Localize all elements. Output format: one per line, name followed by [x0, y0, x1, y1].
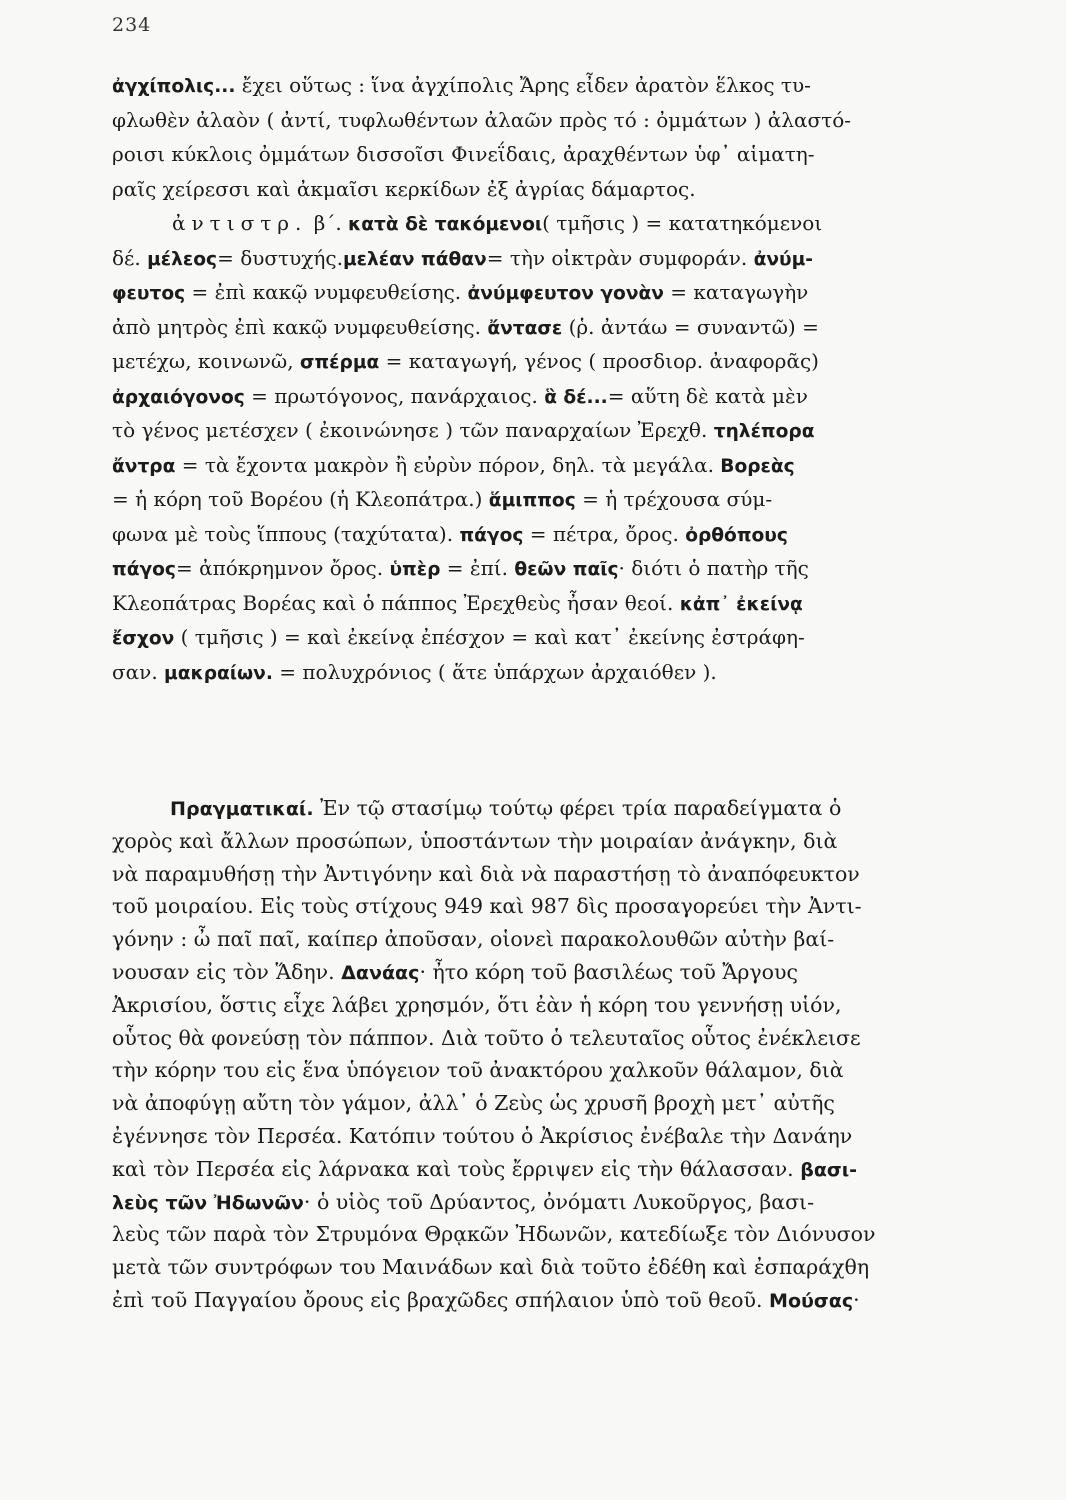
text-line	[112, 551, 992, 586]
text-segment: ἐπὶ τοῦ Παγγαίου ὄρους εἰς βραχῶδες σπήλαιον ὑπὸ τοῦ θεοῦ.	[112, 1287, 770, 1312]
text-segment: = πολυχρόνιος ( ἅτε ὑπάρχων ἀρχαιόθεν ).	[272, 659, 717, 684]
text-segment: λεὺς τῶν παρὰ τὸν Στρυμόνα Θρᾳκῶν Ἠδωνῶν, κατεδίωξε τὸν Διόνυσον	[112, 1222, 876, 1247]
bold-term: μακραίων.	[164, 662, 273, 684]
text-segment: = ἀπόκρημνον ὄρος.	[175, 556, 390, 580]
text-segment: τὴν κόρην του εἰς ἕνα ὑπόγειον τοῦ ἀνακτόρου χαλκοῦν θάλαμον, διὰ	[112, 1058, 844, 1083]
bold-term: ἄντρα	[112, 455, 176, 477]
text-line	[112, 103, 992, 138]
bold-term: Πραγματικαί.	[170, 798, 314, 820]
bold-term: ὑπὲρ	[389, 559, 441, 580]
text-segment: καὶ τὸν Περσέα εἰς λάρνακα καὶ τοὺς ἔρριψεν εἰς τὴν θάλασσαν.	[112, 1156, 801, 1181]
text-line	[112, 1186, 992, 1219]
text-segment: ἀπὸ μητρὸς ἐπὶ κακῷ νυμφευθείσης.	[112, 314, 488, 339]
bold-term: σπέρμα	[299, 352, 380, 373]
bold-term: πάγος	[459, 524, 524, 546]
bold-term: ἅμιππος	[488, 490, 576, 511]
text-line	[112, 310, 992, 345]
bold-term: πάγος	[112, 559, 176, 580]
text-line	[112, 792, 992, 825]
text-line	[112, 1153, 992, 1186]
text-line	[112, 172, 992, 207]
text-line	[112, 1284, 992, 1317]
text-segment: τοῦ μοιραίου. Εἰς τοὺς στίχους 949 καὶ 987 δὶς προσαγορεύει τὴν Ἀντι-	[112, 894, 862, 919]
bold-term: ὀρθόπους	[685, 524, 788, 546]
text-segment: Ἀκρισίου, ὅστις εἶχε λάβει χρησμόν, ὅτι ἐὰν ἡ κόρη του γεννήσῃ υἱόν,	[112, 992, 842, 1017]
text-segment: = ἐπί.	[440, 556, 515, 580]
text-segment: νὰ παραμυθήσῃ τὴν Ἀντιγόνην καὶ διὰ νὰ παραστήσῃ τὸ ἀναπόφευκτον	[112, 861, 860, 886]
text-line	[112, 890, 992, 923]
text-segment: Κλεοπάτρας Βορέας καὶ ὁ πάππος Ἐρεχθεὺς ἦσαν θεοί.	[112, 590, 680, 615]
bold-term: ἔσχον	[112, 628, 175, 649]
text-line	[112, 956, 992, 989]
text-segment: μετέχω, κοινωνῶ,	[112, 349, 300, 373]
text-segment: σαν.	[112, 659, 165, 684]
text-line	[112, 379, 992, 414]
bold-term: μέλεος	[147, 248, 218, 270]
text-segment: = ἡ τρέχουσα σύμ-	[575, 487, 773, 511]
text-line	[112, 344, 992, 379]
text-segment: = καταγωγὴν	[663, 280, 809, 304]
text-segment: = ἐπὶ κακῷ νυμφευθείσης.	[185, 280, 468, 304]
text-segment: μετὰ τῶν συντρόφων του Μαινάδων καὶ διὰ τοῦτο ἐδέθη καὶ ἐσπαράχθη	[112, 1255, 870, 1280]
text-segment: = πέτρα, ὄρος.	[523, 521, 686, 546]
bold-term: ἄντασε	[487, 317, 563, 339]
text-line	[112, 620, 992, 655]
text-line	[112, 1218, 992, 1251]
page-number: 234	[112, 14, 152, 36]
bold-term: ἀγχίπολις...	[112, 76, 236, 97]
commentary-block	[112, 68, 992, 689]
bold-term: κατὰ δὲ τακόμενοι	[348, 214, 543, 235]
text-segment: χορὸς καὶ ἄλλων προσώπων, ὑποστάντων τὴν μοιραίαν ἀνάγκην, διὰ	[112, 828, 838, 853]
bold-term: μελέαν πάθαν	[342, 248, 487, 270]
text-line	[112, 275, 992, 310]
text-segment: ραῖς χείρεσσι καὶ ἀκμαῖσι κερκίδων ἐξ ἀγρίας δάμαρτος.	[112, 176, 696, 201]
text-line	[112, 1022, 992, 1055]
text-line	[112, 586, 992, 621]
text-line	[112, 858, 992, 891]
text-segment: φλωθὲν ἀλαὸν ( ἀντί, τυφλωθέντων ἀλαῶν πρὸς τό : ὀμμάτων ) ἀλαστό-	[112, 107, 851, 132]
bold-term: τηλέπορα	[713, 421, 815, 442]
text-segment: ( τμῆσις ) = καὶ ἐκείνᾳ ἐπέσχον = καὶ κατ᾽ ἐκείνης ἐστράφη-	[174, 625, 805, 649]
text-segment: = ἡ κόρη τοῦ Βορέου (ἡ Κλεοπάτρα.)	[112, 487, 489, 511]
bold-term: κἀπ᾽ ἐκείνᾳ	[679, 593, 803, 615]
text-segment: = τὰ ἔχοντα μακρὸν ἢ εὐρὺν πόρον, δηλ. τὰ μεγάλα.	[175, 452, 721, 477]
bold-term: λεὺς τῶν Ἠδωνῶν	[112, 1191, 304, 1214]
text-segment: οὗτος θὰ φονεύσῃ τὸν πάππον. Διὰ τοῦτο ὁ τελευταῖος οὗτος ἐνέκλεισε	[112, 1025, 861, 1050]
text-segment: = πρωτόγονος, πανάρχαιος.	[244, 383, 545, 408]
text-segment: φωνα μὲ τοὺς ἵππους (ταχύτατα).	[112, 521, 460, 546]
text-segment: = τὴν οἰκτρὰν συμφοράν.	[486, 245, 754, 270]
text-line	[112, 413, 992, 448]
bold-term: ἀνύμ-	[753, 248, 814, 270]
text-line	[112, 206, 992, 241]
text-line	[112, 241, 992, 276]
text-segment: γόνην : ὦ παῖ παῖ, καίπερ ἀποῦσαν, οἱονεὶ παρακολουθῶν αὐτὴν βαί-	[112, 927, 835, 952]
text-segment: Ἐν τῷ στασίμῳ τούτῳ φέρει τρία παραδείγματα ὁ	[313, 796, 842, 820]
bold-term: βασι-	[800, 1158, 858, 1181]
bold-term: Μούσας	[769, 1289, 854, 1312]
text-segment: νουσαν εἰς τὸν Ἅδην.	[112, 959, 342, 984]
bold-term: Δανάας	[341, 961, 420, 984]
text-line	[112, 137, 992, 172]
text-line	[112, 1251, 992, 1284]
bold-term: ἀνύμφευτον γονὰν	[467, 283, 664, 304]
text-segment: ροισι κύκλοις ὀμμάτων δισσοῖσι Φινεΐδαις, ἀραχθέντων ὑφ᾽ αἱματη-	[112, 142, 815, 166]
text-line	[112, 1120, 992, 1153]
bold-term: ἀρχαιόγονος	[112, 386, 245, 408]
bold-term: Βορεὰς	[720, 455, 795, 477]
text-line	[112, 825, 992, 858]
text-segment: · ἦτο κόρη τοῦ βασιλέως τοῦ Ἄργους	[419, 959, 798, 984]
text-line	[112, 655, 992, 690]
text-line	[112, 1054, 992, 1087]
bold-term: ἃ δέ...	[544, 386, 608, 408]
text-segment: νὰ ἀποφύγῃ αὔτη τὸν γάμον, ἀλλ᾽ ὁ Ζεὺς ὡς χρυσῆ βροχὴ μετ᾽ αὐτῆς	[112, 1091, 835, 1116]
text-line	[112, 517, 992, 552]
text-line	[112, 448, 992, 483]
text-line	[112, 482, 992, 517]
text-line	[112, 68, 992, 103]
text-segment: (ῥ. ἀντάω = συναντῶ) =	[562, 314, 819, 339]
text-segment: β΄.	[307, 211, 349, 235]
bold-term: φευτος	[112, 283, 186, 304]
text-line	[112, 1087, 992, 1120]
text-segment: = αὕτη δὲ κατὰ μὲν	[607, 383, 808, 408]
section-block	[112, 792, 992, 1317]
text-segment: ( τμῆσις ) = κατατηκόμενοι	[542, 211, 823, 235]
text-line	[112, 923, 992, 956]
text-segment: ἔχει οὕτως : ἵνα ἀγχίπολις Ἄρης εἶδεν ἀρατὸν ἕλκος τυ-	[235, 73, 811, 97]
text-segment: = καταγωγή, γένος ( προσδιορ. ἀναφορᾶς)	[379, 349, 819, 373]
text-segment: · ὁ υἱὸς τοῦ Δρύαντος, ὀνόματι Λυκοῦργος, βασι-	[303, 1189, 815, 1214]
bold-term: θεῶν παῖς	[514, 559, 619, 580]
text-segment: ἐγέννησε τὸν Περσέα. Κατόπιν τούτου ὁ Ἀκρίσιος ἐνέβαλε τὴν Δανάην	[112, 1123, 853, 1148]
text-segment: = δυστυχής.	[217, 245, 343, 270]
text-segment: τὸ γένος μετέσχεν ( ἐκοινώνησε ) τῶν παναρχαίων Ἐρεχθ.	[112, 418, 714, 442]
text-segment: ·	[853, 1287, 860, 1312]
text-line	[112, 989, 992, 1022]
spaced-term: ἀντιστρ.	[172, 211, 308, 235]
text-segment: δέ.	[112, 245, 148, 270]
text-segment: · διότι ὁ πατὴρ τῆς	[618, 556, 809, 580]
